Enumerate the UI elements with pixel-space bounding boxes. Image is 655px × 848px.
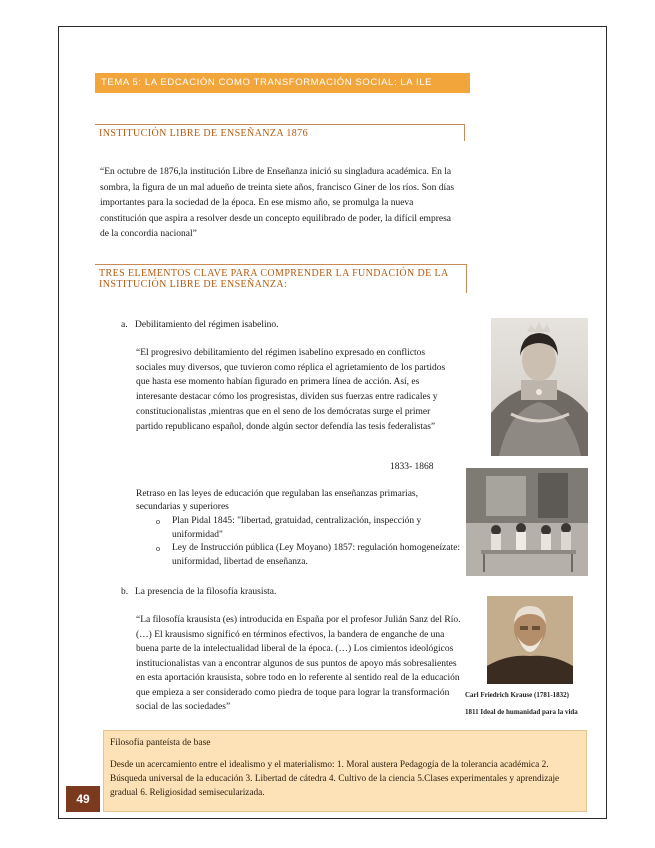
section-heading-key-elements: TRES ELEMENTOS CLAVE PARA COMPRENDER LA FUNDACIÓN DE LA INSTITUCIÓN LIBRE DE ENSEÑANZA: [95, 264, 467, 293]
krause-portrait-photo [487, 596, 573, 684]
bullet-plan-pidal [156, 515, 464, 542]
list-marker: a. [121, 320, 128, 330]
list-marker: b. [121, 587, 129, 597]
box-text: Desde un acercamiento entre el idealismo y el materialismo: 1. Moral austera Pedagogía de la tolerancia académica 2. Búsqueda universal de la educación 3. Libertad de cátedra 4. Cultivo de la ciencia 5.Clases experimentales y aprendizaje gradual 6. Religiosidad semisecularizada. [110, 760, 560, 798]
bullet-text: Plan Pidal 1845: "libertad, gratuidad, centralización, inspección y uniformidad" [172, 516, 422, 540]
bullet-ley-moyano [156, 542, 464, 569]
list-item-b [121, 585, 276, 601]
photo-caption-krause-name: Carl Friedrich Krause (1781-1832) [465, 691, 570, 699]
list-item-title: Debilitamiento del régimen isabelino. [135, 320, 279, 330]
isabelino-quote: “El progresivo debilitamiento del régimen isabelino expresado en conflictos sociales muy diversos, que tuvieron como réplica el agrietamiento de los partidos que hasta ese momento habían figurado en primera línea de acción. Así, es interesante destacar cómo los progresistas, dividen sus fuerzas entre radicales y constitucionalistas ,mientras que en el seno de los demócratas surge el primer partido republicano español, donde algún sector defendía las tesis federalistas” [136, 348, 446, 432]
page-number: 49 [66, 786, 100, 812]
list-item-a [121, 318, 279, 334]
education-laws-text: Retraso en las leyes de educación que regulaban las enseñanzas primarias, secundarias y superiores [136, 489, 418, 512]
date-range: 1833- 1868 [390, 462, 434, 472]
classroom-photo [466, 468, 588, 576]
photo-caption-krause-work: 1811 Ideal de humanidad para la vida [465, 708, 578, 716]
box-title: Filosofía panteísta de base [110, 738, 211, 748]
section-heading-ile: INSTITUCIÓN LIBRE DE ENSEÑANZA 1876 [95, 124, 465, 141]
krausism-quote: “La filosofía krausista (es) introducida en España por el profesor Julián Sanz del Río. (…) El krausismo significó en términos efectivos, la bandera de enganche de una buena parte de la intelectualidad liberal de la época. (…) Los cimientos ideológicos institucionalistas van a encontrar algunos de sus puntos de apoyo más sobresalientes en esta aportación krausista, sobre todo en lo referente al sentido real de la educación que empieza a ser considerado como piedra de toque para lograr la transformación social de las sociedades” [136, 615, 461, 712]
bullet-text: Ley de Instrucción pública (Ley Moyano) 1857: regulación homogeneízate: uniformidad, libertad de enseñanza. [172, 543, 461, 567]
intro-quote: “En octubre de 1876,la institución Libre de Enseñanza inició su singladura académica. En la sombra, la figura de un mal adueño de treinta siete años, francisco Giner de los ríos. Son días importantes para la sociedad de la época. En ese mismo año, se promulga la nueva constitución que aspira a resolver desde un concepto equilibrado de poder, la difícil empresa de la concordia nacional” [100, 167, 455, 239]
list-item-title: La presencia de la filosofía krausista. [135, 587, 277, 597]
chapter-banner: TEMA 5: LA EDCACIÓN COMO TRANSFORMACIÓN SOCIAL: LA ILE [95, 73, 470, 93]
bullet-icon: o [156, 517, 160, 526]
bullet-icon: o [156, 544, 160, 553]
queen-portrait-photo [491, 318, 588, 456]
